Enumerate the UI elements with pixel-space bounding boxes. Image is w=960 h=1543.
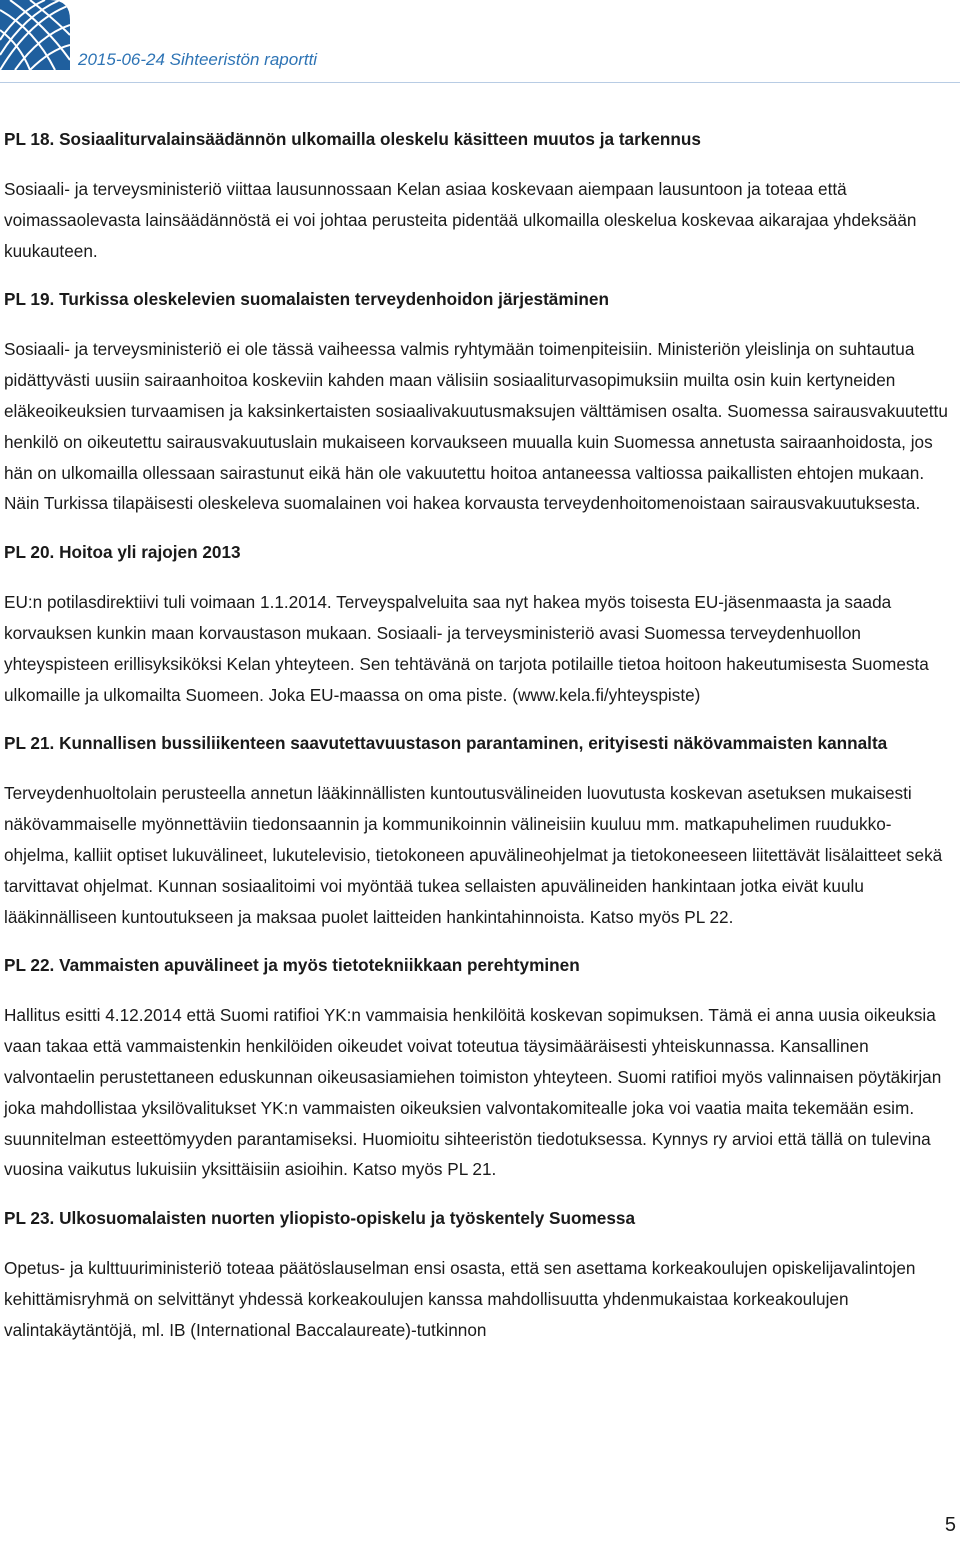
- section-heading: PL 18. Sosiaaliturvalainsäädännön ulkomailla oleskelu käsitteen muutos ja tarkennus: [4, 129, 701, 149]
- report-title: 2015-06-24 Sihteeristön raportti: [78, 50, 318, 69]
- section-paragraph: Sosiaali- ja terveysministeriö viittaa lausunnossaan Kelan asiaa koskevaan aiempaan lausuntoon ja toteaa että voimassaolevasta lainsäädännöstä ei voi johtaa perusteita pidentää ulkomailla oleskelua koskevaa aikarajaa yhdeksään kuukauteen.: [4, 179, 917, 261]
- section-pl-18: [4, 124, 954, 266]
- section-pl-20: [4, 537, 954, 710]
- page-header: [0, 0, 960, 80]
- header-divider: [0, 82, 960, 83]
- section-paragraph: EU:n potilasdirektiivi tuli voimaan 1.1.2014. Terveyspalveluita saa nyt hakea myös toisesta EU-jäsenmaasta ja saada korvauksen kunkin maan korvaustason mukaan. Sosiaali- ja terveysministeriö avasi Suomessa terveydenhuollon yhteyspisteen erillisyksiköksi Kelan yhteyteen. Sen tehtävänä on tarjota potilaille tietoa hoitoon hakeutumisesta Suomesta ulkomaille ja ulkomailta Suomeen. Joka EU-maassa on oma piste. (www.kela.fi/yhteyspiste): [4, 592, 929, 705]
- section-paragraph: Terveydenhuoltolain perusteella annetun lääkinnällisten kuntoutusvälineiden luovutusta koskevan asetuksen mukaisesti näkövammaiselle myönnettäviin tiedonsaannin ja kommunikoinnin välineisiin kuuluu mm. matkapuhelimen ruudukko-ohjelma, kalliit optiset lukuvälineet, lukutelevisio, tietokoneen apuvälineohjelmat ja tietokoneeseen liitettävät lisälaitteet sekä tarvittavat ohjelmat. Kunnan sosiaalitoimi voi myöntää tukea sellaisten apuvälineiden hankintaan jotka eivät kuulu lääkinnälliseen kuntoutukseen ja maksaa puolet laitteiden hankintahinnoista. Katso myös PL 22.: [4, 783, 943, 927]
- section-heading: PL 20. Hoitoa yli rajojen 2013: [4, 542, 241, 563]
- section-paragraph: Hallitus esitti 4.12.2014 että Suomi ratifioi YK:n vammaisia henkilöitä koskevan sopimuksen. Tämä ei anna uusia oikeuksia vaan takaa että vammaistenkin henkilöiden oikeudet voivat toteutua täysimääräisesti yhteiskunnassa. Kansallinen valvontaelin perustettaneen eduskunnan oikeusasiamiehen toimiston yhteyteen. Suomi ratifioi myös valinnaisen pöytäkirjan joka mahdollistaa yksilövalitukset YK:n vammaisten oikeuksien valvontakomitealle joka voi vaatia maita tekemään esim. suunnitelman esteettömyyden parantamiseksi. Huomioitu sihteeristön tiedotuksessa. Kynnys ry arvioi että tällä on tulevina vuosina vaikutus lukuisiin yksittäisiin asioihin. Katso myös PL 21.: [4, 1005, 942, 1180]
- section-pl-23: [4, 1203, 954, 1345]
- section-pl-19: [4, 284, 954, 519]
- document-body: [4, 124, 954, 1346]
- section-pl-21: [4, 728, 954, 932]
- section-heading: PL 19. Turkissa oleskelevien suomalaisten terveydenhoidon järjestäminen: [4, 289, 609, 310]
- section-heading: PL 21. Kunnallisen bussiliikenteen saavutettavuustason parantaminen, erityisesti näkövammaisten kannalta: [4, 733, 888, 754]
- section-pl-22: [4, 950, 954, 1185]
- section-heading: PL 23. Ulkosuomalaisten nuorten yliopisto-opiskelu ja työskentely Suomessa: [4, 1208, 636, 1229]
- section-heading: PL 22. Vammaisten apuvälineet ja myös tietotekniikkaan perehtyminen: [4, 955, 580, 976]
- globe-grid-logo: [0, 0, 70, 70]
- page-number: 5: [944, 1514, 956, 1536]
- section-paragraph: Sosiaali- ja terveysministeriö ei ole tässä vaiheessa valmis ryhtymään toimenpiteisiin. Ministeriön yleislinja on suhtautua pidättyvästi uusiin sairaanhoitoa koskeviin kahden maan välisiin sosiaaliturvasopimuksiin muilta osin kuin kertyneiden eläkeoikeuksien turvaamisen ja kaksinkertaisten sosiaalivakuutusmaksujen välttämisen osalta. Suomessa sairausvakuutettu henkilö on oikeutettu sairausvakuutuslain mukaiseen korvaukseen muualla kuin Suomessa annetusta sairaanhoidosta, jos hän on ulkomailla ollessaan sairastunut eikä hän ole vakuutettu hoitoa antaneessa valtiossa paikallisten ehtojen mukaan. Näin Turkissa tilapäisesti oleskeleva suomalainen voi hakea korvausta terveydenhoitomenoistaan sairausvakuutuksesta.: [4, 339, 948, 514]
- section-paragraph: Opetus- ja kulttuuriministeriö toteaa päätöslauselman ensi osasta, että sen asettama korkeakoulujen opiskelijavalintojen kehittämisryhmä on selvittänyt yhdessä korkeakoulujen kanssa mahdollisuutta yhdenmukaistaa korkeakoulujen valintakäytäntöjä, ml. IB (International Baccalaureate)-tutkinnon: [4, 1258, 916, 1340]
